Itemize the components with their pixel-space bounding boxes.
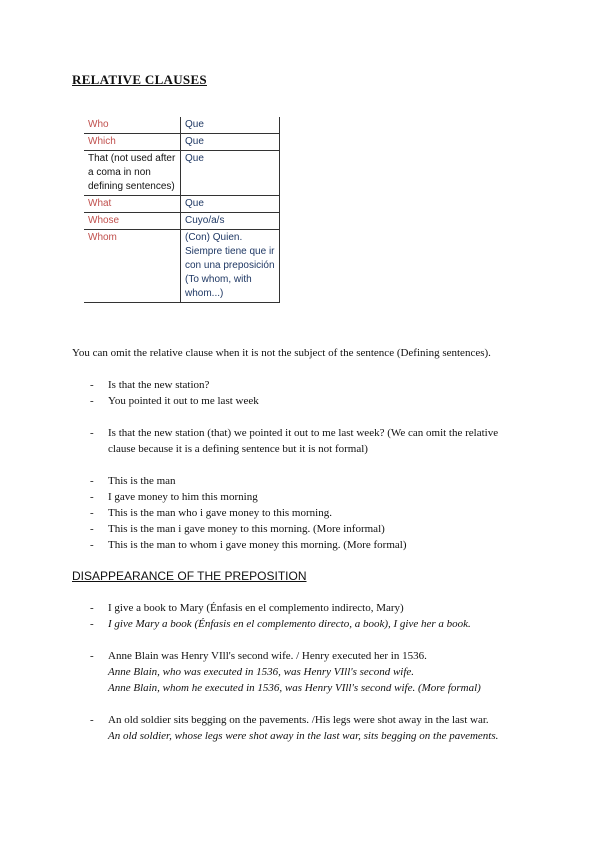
list-item: - Is that the new station?: [72, 377, 528, 393]
english-cell-note: (not used after a coma in non defining sentences): [88, 153, 176, 192]
spanish-cell: Que: [181, 117, 280, 134]
list-item: - This is the man i gave money to this morning. (More informal): [72, 521, 528, 537]
spanish-cell: Que: [181, 196, 280, 213]
english-cell: Who: [84, 117, 181, 134]
list-item: - An old soldier sits begging on the pavements. /His legs were shot away in the last war.: [72, 712, 528, 728]
english-cell: Whom: [84, 230, 181, 303]
spanish-cell: Cuyo/a/s: [181, 213, 280, 230]
example-sentence: An old soldier, whose legs were shot away in the last war, sits begging on the pavements.: [108, 730, 499, 742]
page-title: RELATIVE CLAUSES: [72, 72, 207, 87]
list-item: - You pointed it out to me last week: [72, 393, 528, 409]
example-list-6: [72, 712, 528, 744]
example-list-2: [72, 425, 528, 457]
list-item: - Is that the new station (that) we pointed it out to me last week? (We can omit the relative clause because it is a defining sentence but it is not formal): [72, 425, 528, 457]
example-list-3: [72, 473, 528, 553]
example-list-4: [72, 600, 528, 632]
section-title: DISAPPEARANCE OF THE PREPOSITION: [72, 569, 307, 583]
table-row: [84, 151, 280, 196]
example-sentence: Anne Blain, who was executed in 1536, was Henry VIll's second wife.: [108, 666, 415, 678]
spanish-cell: Que: [181, 134, 280, 151]
list-item: - This is the man: [72, 473, 528, 489]
english-cell-word: That: [88, 153, 111, 164]
example-sentence: Anne Blain, whom he executed in 1536, was Henry VIll's second wife. (More formal): [108, 682, 481, 694]
example-list-1: [72, 377, 528, 409]
table-row: [84, 134, 280, 151]
example-list-5: [72, 648, 528, 696]
table-row: [84, 230, 280, 303]
list-item: - This is the man who i gave money to this morning.: [72, 505, 528, 521]
english-cell: Whose: [84, 213, 181, 230]
list-item: - Anne Blain was Henry VIll's second wife. / Henry executed her in 1536.: [72, 648, 528, 664]
intro-paragraph: You can omit the relative clause when it is not the subject of the sentence (Defining sentences).: [72, 347, 491, 359]
english-cell: [84, 151, 181, 196]
list-item: - I give a book to Mary (Énfasis en el complemento indirecto, Mary): [72, 600, 528, 616]
list-item: - I give Mary a book (Énfasis en el complemento directo, a book), I give her a book.: [72, 616, 528, 632]
relative-pronouns-table: [84, 117, 280, 303]
table-row: [84, 213, 280, 230]
spanish-cell: (Con) Quien. Siempre tiene que ir con una preposición (To whom, with whom...): [181, 230, 280, 303]
table-row: [84, 117, 280, 134]
list-item: - I gave money to him this morning: [72, 489, 528, 505]
list-item: - This is the man to whom i gave money this morning. (More formal): [72, 537, 528, 553]
english-cell: What: [84, 196, 181, 213]
spanish-cell: Que: [181, 151, 280, 196]
table-row: [84, 196, 280, 213]
english-cell: Which: [84, 134, 181, 151]
